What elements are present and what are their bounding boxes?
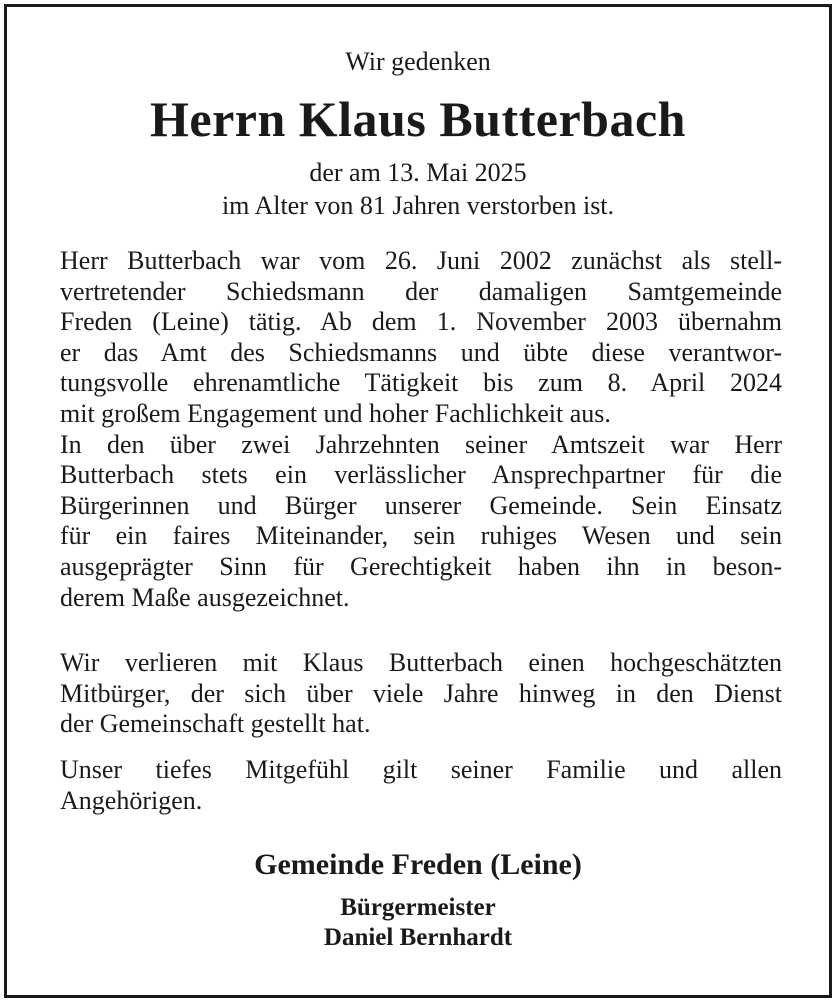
text-line: der Gemeinschaft gestellt hat.: [60, 709, 371, 739]
deceased-name: Herrn Klaus Butterbach: [150, 91, 686, 147]
text-line: Herr Butterbach war vom 26. Juni 2002 zunächst als stell-: [60, 246, 782, 275]
text-line: vertretender Schiedsmann der damaligen Samtgemeinde: [60, 276, 782, 306]
text-line: er das Amt des Schiedsmanns und übte diese verantwor-: [60, 337, 782, 367]
text-line: Unser tiefes Mitgefühl gilt seiner Familie und allen: [60, 755, 782, 784]
text-line: derem Maße ausgezeichnet.: [60, 582, 350, 612]
text-line: Wir verlieren mit Klaus Butterbach einen hochgeschätzten: [60, 648, 782, 677]
text-line: Butterbach stets ein verlässlicher Ansprechpartner für die: [60, 460, 782, 490]
text-line: für ein faires Miteinander, sein ruhiges Wesen und sein: [60, 521, 782, 551]
death-details: [0, 156, 836, 222]
text-line: In den über zwei Jahrzehnten seiner Amtszeit war Herr: [60, 429, 782, 459]
text-line: tungsvolle ehrenamtliche Tätigkeit bis zum 8. April 2024: [60, 368, 782, 398]
signatory: [0, 893, 836, 953]
text-line: Mitbürger, der sich über viele Jahre hinweg in den Dienst: [60, 678, 782, 708]
text-line: Freden (Leine) tätig. Ab dem 1. November 2003 übernahm: [60, 307, 782, 337]
paragraph-loss: [60, 648, 782, 740]
text-line: mit großem Engagement und hoher Fachlichkeit aus.: [60, 398, 611, 428]
intro-text: Wir gedenken: [345, 47, 491, 76]
text-line: Angehörigen.: [60, 785, 203, 815]
signatory-role: Bürgermeister: [340, 894, 496, 921]
organization-name: Gemeinde Freden (Leine): [254, 848, 582, 881]
paragraph-tribute: [60, 246, 782, 613]
paragraph-condolence: [60, 755, 782, 816]
death-date-line: der am 13. Mai 2025: [309, 158, 527, 187]
text-line: Bürgerinnen und Bürger unserer Gemeinde. Sein Einsatz: [60, 490, 782, 520]
signatory-name: Daniel Bernhardt: [323, 924, 513, 951]
death-age-line: im Alter von 81 Jahren verstorben ist.: [221, 191, 615, 220]
text-line: ausgeprägter Sinn für Gerechtigkeit haben ihn in beson-: [60, 551, 782, 581]
